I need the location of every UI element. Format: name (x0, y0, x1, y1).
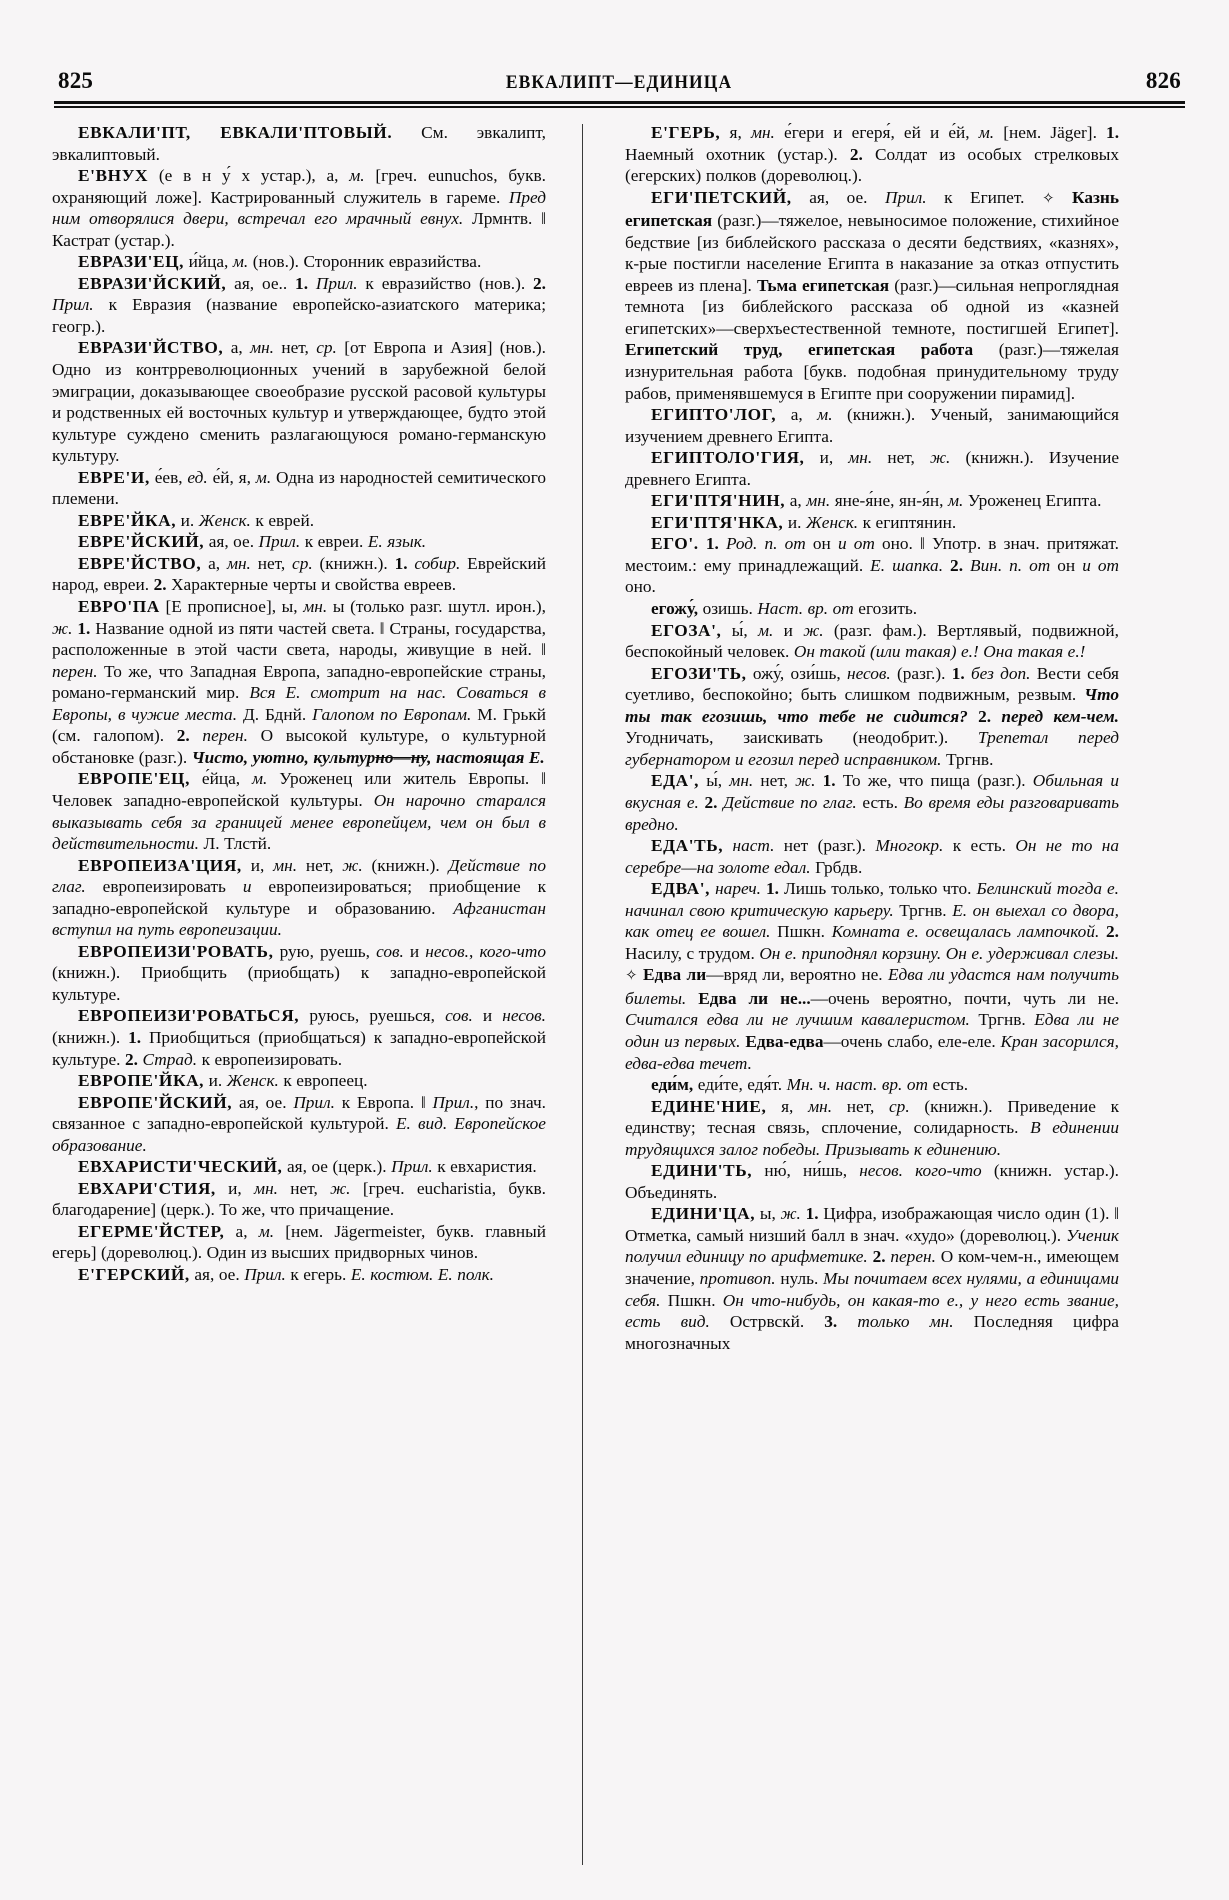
lozenge-icon: ✧ (1041, 190, 1055, 207)
headword: ЕГИПТО'ЛОГ, (651, 405, 777, 425)
dictionary-entry (625, 1203, 1119, 1354)
lozenge-icon: ✧ (625, 968, 638, 985)
dictionary-entry (52, 1156, 546, 1178)
dictionary-entry (52, 855, 546, 941)
headword: Е'ГЕРЬ, (651, 123, 721, 142)
headword: ЕВРАЗИ'ЙСКИЙ, (78, 273, 227, 293)
entry-body: ы́, м. и ж. (разг. фам.). Вертлявый, подвижной, беспокойный человек. Он такой (или такая) е.! Она такая е.! (625, 620, 1119, 662)
headword: ЕДИНЕ'НИЕ, (651, 1096, 767, 1116)
entry-body: нареч. 1. Лишь только, только что. Белинский тогда е. начинал свою критическую карьеру. Тргнв. Е. он выехал со двора, как отец ее вошел. Пшкн. Комната е. освещалась лампочкой. 2. Насилу, с трудом. Он е. приподнял корзину. Он е. удерживал слезы. ✧ Едва ли—вряд ли, вероятно не. Едва ли удастся нам получить билеты. Едва ли не...—очень вероятно, почти, чуть ли не. Считался едва ли не лучшим кавалеристом. Тргнв. Едва ли не один из первых. Едва-едва—очень слабо, еле-еле. Кран засорился, едва-едва течет. (625, 879, 1120, 1073)
dictionary-entry (625, 620, 1119, 663)
entry-body: и, мн. нет, ж. (книжн.). Действие по глаг. европеизировать и европеизироваться; приобщение к западно-европейской культуре и образованию. Афганистан вступил на путь европеизации. (52, 855, 546, 940)
dictionary-entry (52, 1092, 546, 1157)
left-column (52, 122, 568, 1867)
dictionary-entry (625, 447, 1119, 490)
running-head (52, 68, 1187, 94)
headword: ЕВРОПЕИЗА'ЦИЯ, (78, 855, 242, 875)
headword: ЕВРАЗИ'ЙСТВО, (78, 338, 224, 358)
dictionary-entry (625, 663, 1119, 771)
dictionary-entry (625, 770, 1119, 835)
entry-body: руюсь, руешься, сов. и несов. (книжн.). 1. Приобщиться (приобщаться) к западно-европейской культуре. 2. Страд. к европеизировать. (52, 1006, 546, 1069)
headword: ЕДВА', (651, 879, 711, 899)
headword: ЕДА', (651, 771, 700, 791)
dictionary-entry (625, 490, 1119, 512)
headword: ЕВРОПЕ'ЙКА, (78, 1071, 205, 1091)
entry-body: [Е прописное], ы, мн. ы (только разг. шутл. ирон.), ж. 1. Название одной из пяти частей света. ‖ Страны, государства, расположенные в этой части света, народы, живущие в ней. ‖ перен. То же, что Западная Европа, западно-европейские страны, романо-германский мир. Вся Е. смотрит на нас. Соваться в Европы, в чужие места. Д. Бднй. Галопом по Европам. М. Грькй (см. галопом). 2. перен. О высокой культуре, о культурной обстановке (разг.). Чисто, уютно, культурно—ну, настоящая Е. (52, 597, 547, 767)
dictionary-entry (52, 1264, 546, 1286)
right-column (597, 122, 1119, 1867)
dictionary-entry (52, 337, 546, 466)
headword: ЕВРЕ'ЙКА, (78, 510, 177, 530)
dictionary-entry (52, 510, 546, 532)
entry-body: наст. нет (разг.). Многокр. к есть. Он не то на серебре—на золоте едал. Грбдв. (625, 836, 1119, 877)
dictionary-entry (52, 768, 546, 854)
running-head-title: ЕВКАЛИПТ—ЕДИНИЦА (506, 72, 733, 93)
headword: ЕГИ'ПТЯ'НКА, (651, 512, 784, 532)
column-divider (582, 124, 583, 1865)
headword: Е'ВНУХ (78, 166, 149, 186)
headword: ЕВРЕ'ЙСКИЙ, (78, 532, 205, 552)
dictionary-entry (52, 273, 546, 338)
dictionary-entry (625, 1096, 1119, 1161)
entry-body: ая, ое (церк.). Прил. к евхаристия. (282, 1157, 537, 1177)
headword: ЕВРЕ'ЙСТВО, (78, 553, 202, 573)
dictionary-entry (52, 122, 546, 165)
dictionary-entry (52, 941, 546, 1006)
headword: ЕВРОПЕ'ЕЦ, (78, 769, 191, 789)
entry-body: ая, ое. Прил. к евреи. Е. язык. (204, 532, 427, 552)
entry-body: ню́, ни́шь, несов. кого-что (книжн. устар.). Объединять. (625, 1161, 1119, 1202)
dictionary-entry (52, 596, 546, 768)
dictionary-entry (625, 1074, 1119, 1096)
entry-body: и, мн. нет, ж. (книжн.). Изучение древнего Египта. (625, 448, 1119, 489)
entry-body: и. Женск. к европеец. (204, 1071, 368, 1091)
dictionary-entry (52, 467, 546, 510)
dictionary-entry (625, 187, 1119, 404)
entry-body: ы, ж. 1. Цифра, изображающая число один (1). ‖ Отметка, самый низший балл в знач. «худо» (дореволюц.). Ученик получил единицу по арифметике. 2. перен. О ком-чем-н., имеющем значение, противоп. нуль. Мы почитаем всех нулями, а единицами себя. Пшкн. Он что-нибудь, он какая-то е., у него есть звание, есть вид. Острвскй. 3. только мн. Последняя цифра многозначных (625, 1204, 1120, 1353)
entry-body: е́йца, м. Уроженец или житель Европы. ‖ Человек западно-европейской культуры. Он нарочно старался выказывать себя за границей менее европейцем, чем он был в действительности. Л. Тлстй. (52, 769, 546, 854)
entry-body: и, мн. нет, ж. [греч. eucharistia, букв. благодарение] (церк.). То же, что причащение. (52, 1178, 546, 1220)
headword: ЕВРОПЕИЗИ'РОВАТЬ, (78, 941, 274, 961)
entry-body: е́ев, ед. е́й, я, м. Одна из народностей семитического племени. (52, 467, 546, 509)
headword: ЕВРОПЕ'ЙСКИЙ, (78, 1092, 233, 1112)
entry-body: а, мн. нет, ср. (книжн.). 1. собир. Еврейский народ, евреи. 2. Характерные черты и свойства евреев. (52, 553, 546, 595)
entry-body: еди́те, едя́т. Мн. ч. наст. вр. от есть. (693, 1075, 969, 1095)
headword: ЕГО'. (651, 534, 699, 554)
headword: Е'ГЕРСКИЙ, (78, 1264, 190, 1284)
headword: еди́м, (651, 1075, 694, 1095)
entry-body: и. Женск. к еврей. (176, 510, 315, 530)
dictionary-entry (52, 531, 546, 553)
headword: ЕВРЕ'И, (78, 467, 150, 487)
headword: ЕВРО'ПА (78, 597, 160, 617)
headword: ЕГИ'ПЕТСКИЙ, (651, 187, 792, 207)
entry-body: а, м. (книжн.). Ученый, занимающийся изучением древнего Египта. (625, 405, 1120, 446)
headword: ЕГИ'ПТЯ'НИН, (651, 491, 786, 511)
entry-body: ая, ое. Прил. к егерь. Е. костюм. Е. полк. (189, 1264, 495, 1284)
header-rule (54, 101, 1185, 108)
headword: ЕГЕРМЕ'ЙСТЕР, (78, 1221, 225, 1241)
headword: ЕГОЗА', (651, 620, 722, 640)
entry-body: и. Женск. к египтянин. (783, 512, 957, 532)
dictionary-entry (52, 165, 546, 251)
headword: ЕВХАРИ'СТИЯ, (78, 1178, 216, 1198)
folio-right: 826 (1145, 68, 1181, 93)
entry-body: рую, руешь, сов. и несов., кого-что (книжн.). Приобщить (приобщать) к западно-европейской культуре. (52, 941, 547, 1004)
entry-body: а, мн. нет, ср. [от Европа и Азия] (нов.). Одно из контрреволюционных учений в зарубежной белой эмиграции, доказывающее своеобразие русской расовой культуры и родственных ей восточных культур и утверждающее, будто этой культуре суждено сменить разлагающуюся романо-германскую культуру. (52, 338, 547, 466)
headword: ЕДИНИ'ТЬ, (651, 1161, 753, 1181)
entry-body: и́йца, м. (нов.). Сторонник евразийства. (184, 252, 482, 272)
entry-body: ожу́, ози́шь, несов. (разг.). 1. без доп. Вести себя суетливо, беспокойно; быть слишком подвижным, резвым. Что ты так егозишь, что тебе не сидится? 2. перед кем-чем. Угодничать, заискивать (неодобрит.). Трепетал перед губернатором и егозил перед исправником. Тргнв. (625, 663, 1119, 769)
column-container (52, 122, 1187, 1867)
entry-body: я, мн. е́гери и егеря́, ей и е́й, м. [нем. Jäger]. 1. Наемный охотник (устар.). 2. Солдат из особых стрелковых (егерских) полков (дореволюц.). (625, 123, 1120, 186)
headword: ЕДИНИ'ЦА, (651, 1204, 756, 1224)
headword: ЕВКАЛИ'ПТ, ЕВКАЛИ'ПТОВЫЙ. (78, 123, 393, 142)
headword: ЕГОЗИ'ТЬ, (651, 663, 747, 683)
dictionary-entry (625, 533, 1119, 598)
entry-body: а, м. [нем. Jägermeister, букв. главный егерь] (дореволюц.). Один из высших придворных чинов. (52, 1221, 547, 1263)
entry-body: я, мн. нет, ср. (книжн.). Приведение к единству; тесная связь, сплочение, солидарность. В единении трудящихся залог победы. Призывать к единению. (625, 1096, 1119, 1159)
entry-body: ы́, мн. нет, ж. 1. То же, что пища (разг.). Обильная и вкусная е. 2. Действие по глаг. есть. Во время еды разговаривать вредно. (625, 771, 1119, 834)
dictionary-entry (625, 835, 1119, 878)
headword: егожу́, (651, 599, 699, 619)
dictionary-entry (625, 122, 1119, 187)
dictionary-entry (625, 878, 1119, 1074)
dictionary-entry (52, 1005, 546, 1070)
dictionary-entry (52, 251, 546, 273)
headword: ЕВХАРИСТИ'ЧЕСКИЙ, (78, 1157, 283, 1177)
dictionary-entry (52, 1070, 546, 1092)
entry-body: (е в н у́ х устар.), а, м. [греч. eunuchos, букв. охраняющий ложе]. Кастрированный служитель в гареме. Пред ним отворялися двери, встречал его мрачный евнух. Лрмнтв. ‖ Кастрат (устар.). (52, 166, 546, 250)
entry-body: См. эвкалипт, эвкалиптовый. (52, 123, 546, 164)
headword: ЕВРАЗИ'ЕЦ, (78, 252, 185, 272)
dictionary-entry (52, 553, 546, 596)
entry-body: ая, ое. Прил. к Европа. ‖ Прил., по знач. связанное с западно-европейской культурой. Е. вид. Европейское образование. (52, 1092, 546, 1155)
dictionary-entry (625, 512, 1119, 534)
dictionary-entry (625, 598, 1119, 620)
folio-left: 825 (58, 68, 94, 93)
dictionary-entry (52, 1221, 546, 1264)
entry-body: ая, ое. Прил. к Египет. ✧ Казнь египетская (разг.)—тяжелое, невыносимое положение, стихийное бедствие [из библейского рассказа о десяти бедствиях, «казнях», к-рые постигли население Египта в наказание за отказ отпустить евреев из плена]. Тьма египетская (разг.)—сильная непроглядная темнота [из библейского рассказа об одной из «казней египетских»—сверхъестественной темноте, постигшей Египет]. Египетский труд, египетская работа (разг.)—тяжелая изнурительная работа [букв. подобная принудительному труду рабов, применявшемуся в Египте при сооружении пирамид]. (625, 187, 1120, 403)
dictionary-entry (625, 404, 1119, 447)
entry-body: ая, ое.. 1. Прил. к евразийство (нов.). 2. Прил. к Евразия (название европейско-азиатского материка; геогр.). (52, 273, 546, 336)
headword: ЕДА'ТЬ, (651, 836, 724, 856)
dictionary-entry (52, 1178, 546, 1221)
entry-body: озишь. Наст. вр. от егозить. (698, 599, 918, 619)
dictionary-entry (625, 1160, 1119, 1203)
entry-body: а, мн. яне-я́не, ян-я́н, м. Уроженец Египта. (785, 491, 1102, 511)
headword: ЕГИПТОЛО'ГИЯ, (651, 448, 805, 468)
entry-body: 1. Род. п. от он и от оно. ‖ Употр. в знач. притяжат. местоим.: ему принадлежащий. Е. шапка. 2. Вин. п. от он и от оно. (625, 534, 1119, 597)
headword: ЕВРОПЕИЗИ'РОВАТЬСЯ, (78, 1006, 300, 1026)
